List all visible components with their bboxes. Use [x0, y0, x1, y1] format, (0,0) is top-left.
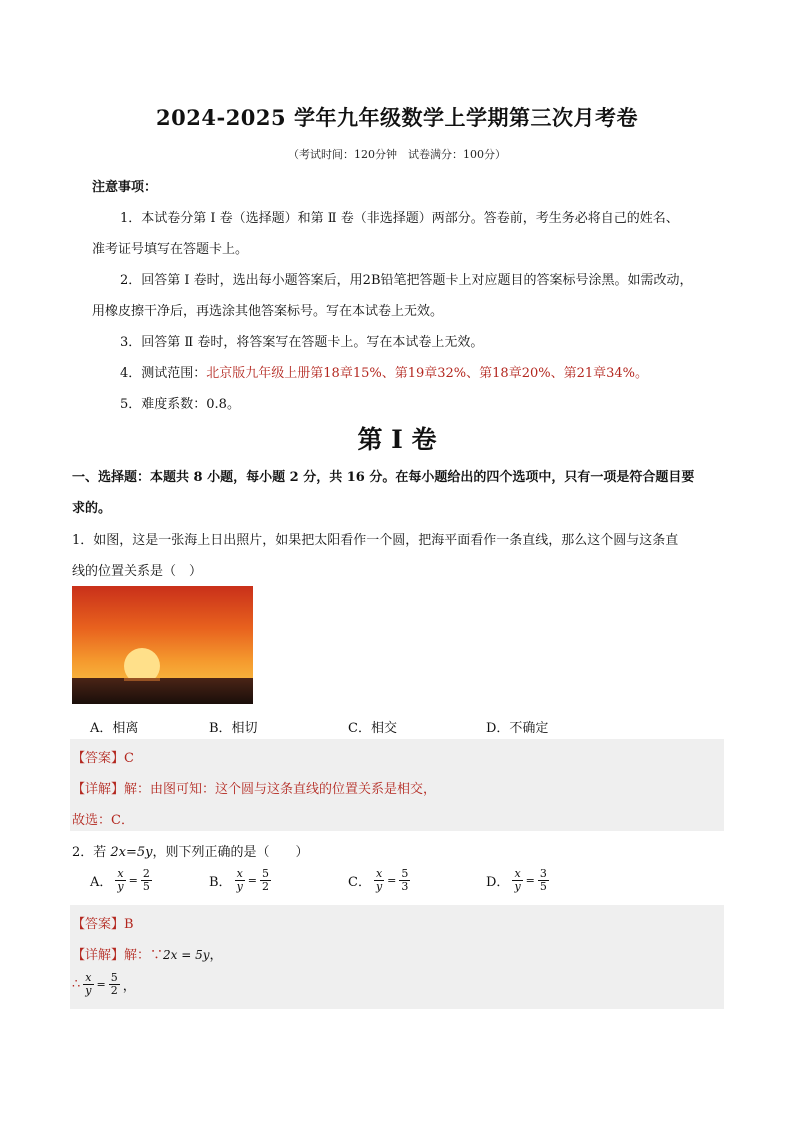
q2-option-a-label: A． [90, 875, 113, 890]
q2-detail-equation: 2x = 5y [163, 948, 210, 962]
q2-detail-label: 【详解】 [72, 948, 125, 963]
q2-option-c-rhs [399, 868, 410, 893]
denominator: y [514, 880, 521, 893]
equals-sign: = [247, 874, 257, 887]
numerator: x [236, 867, 243, 880]
q2-detail-suffix: ， [209, 948, 223, 963]
q2-option-a-rhs [141, 868, 152, 893]
equals-sign: = [128, 874, 138, 887]
notice-item-1-line-1: 1．本试卷分第 Ⅰ 卷（选择题）和第 Ⅱ 卷（非选择题）两部分。答卷前，考生务必将自己的姓名、 [120, 211, 679, 226]
numerator: x [85, 971, 92, 984]
q2-answer-value: B [124, 917, 134, 932]
q2-detail-prefix: 解：∵ [124, 948, 164, 963]
q1-detail-label: 【详解】 [72, 782, 125, 797]
q2-option-a [90, 868, 152, 893]
numerator: 5 [262, 867, 269, 880]
q2-option-d-lhs [512, 868, 522, 893]
q1-answer-label: 【答案】 [72, 751, 125, 766]
numerator: 2 [142, 867, 150, 880]
section-rule: 本题共 8 小题，每小题 2 分，共 16 分。在每小题给出的四个选项中，只有一项是符合题目要 [150, 470, 695, 485]
test-scope: 北京版九年级上册第18章15%、第19章32%、第18章20%、第21章34%。 [206, 366, 649, 381]
q2-option-c-label: C． [348, 875, 371, 890]
numerator: x [514, 867, 521, 880]
section-label: 一、选择题： [72, 470, 151, 485]
notice-item-2-line-1: 2．回答第 Ⅰ 卷时，选出每小题答案后，用2B铅笔把答题卡上对应题目的答案标号涂黑。如需改动， [120, 273, 693, 288]
q2-result-rhs [109, 972, 120, 997]
section-heading: 第 Ⅰ 卷 [357, 425, 437, 454]
denominator: 3 [401, 880, 409, 893]
sunrise-photo [72, 586, 253, 704]
numerator: x [375, 867, 383, 880]
section-instructions-line-1 [72, 466, 694, 485]
numerator: 3 [539, 867, 547, 880]
q2-option-b-label: B． [209, 875, 232, 890]
denominator: y [117, 880, 124, 893]
q2-result-suffix: ， [122, 979, 136, 994]
notice-item-1-line-2: 准考证号填写在答题卡上。 [92, 242, 249, 257]
q1-answer-value: C [124, 751, 134, 766]
q1-detail-text: 解：由图可知：这个圆与这条直线的位置关系是相交， [124, 782, 437, 797]
q1-stem-line-2: 线的位置关系是（ ） [72, 564, 203, 579]
q2-stem [72, 841, 309, 860]
q1-option-d: D．不确定 [486, 721, 549, 736]
denominator: y [236, 880, 243, 893]
q2-option-c-lhs [374, 868, 384, 893]
exam-subtitle: （考试时间：120分钟 试卷满分：100分） [288, 148, 506, 161]
q2-stem-prefix: 2．若 [72, 845, 111, 860]
numerator: 5 [401, 867, 409, 880]
q1-detail [72, 778, 436, 797]
q2-detail [72, 944, 223, 963]
q1-option-a: A．相离 [90, 721, 139, 736]
q2-option-b [209, 868, 271, 893]
equals-sign: = [387, 874, 397, 887]
q2-option-b-lhs [235, 868, 245, 893]
q1-option-b: B．相切 [209, 721, 258, 736]
q2-result-lhs [83, 972, 93, 997]
denominator: y [375, 880, 383, 893]
notice-item-3: 3．回答第 Ⅱ 卷时，将答案写在答题卡上。写在本试卷上无效。 [120, 335, 484, 350]
notice-item-5: 5．难度系数：0.8。 [120, 397, 240, 412]
q2-option-d [486, 868, 549, 893]
notice-item-4-prefix: 4．测试范围： [120, 366, 207, 381]
q2-option-a-lhs [115, 868, 125, 893]
q2-option-d-rhs [538, 868, 549, 893]
q1-conclusion: 故选：C． [72, 813, 134, 828]
denominator: y [85, 984, 92, 997]
denominator: 2 [110, 984, 118, 997]
q2-option-d-label: D． [486, 875, 510, 890]
q1-answer [72, 747, 134, 766]
q1-option-c: C．相交 [348, 721, 397, 736]
therefore-symbol: ∴ [72, 977, 81, 992]
q2-result [72, 972, 136, 997]
q2-answer-label: 【答案】 [72, 917, 125, 932]
q2-answer [72, 913, 134, 932]
notice-item-4 [120, 362, 648, 381]
section-instructions-line-2: 求的。 [72, 501, 112, 516]
sunrise-photo-svg [72, 586, 253, 704]
notice-item-2-line-2: 用橡皮擦干净后，再选涂其他答案标号。写在本试卷上无效。 [92, 304, 444, 319]
q2-option-b-rhs [260, 868, 271, 893]
q1-stem-line-1: 1．如图，这是一张海上日出照片，如果把太阳看作一个圆，把海平面看作一条直线，那么这个圆与这条直 [72, 533, 679, 548]
denominator: 5 [539, 880, 547, 893]
denominator: 5 [142, 880, 150, 893]
equals-sign: = [525, 874, 535, 887]
exam-title: 2024-2025 学年九年级数学上学期第三次月考卷 [156, 105, 638, 130]
notice-heading: 注意事项： [92, 180, 158, 195]
equals-sign: = [96, 978, 106, 991]
q2-stem-equation: 2x=5y [110, 845, 153, 860]
denominator: 2 [262, 880, 269, 893]
q2-option-c [348, 868, 410, 893]
numerator: 5 [110, 971, 118, 984]
q2-stem-suffix: ，则下列正确的是（ ） [152, 845, 309, 860]
numerator: x [117, 867, 124, 880]
